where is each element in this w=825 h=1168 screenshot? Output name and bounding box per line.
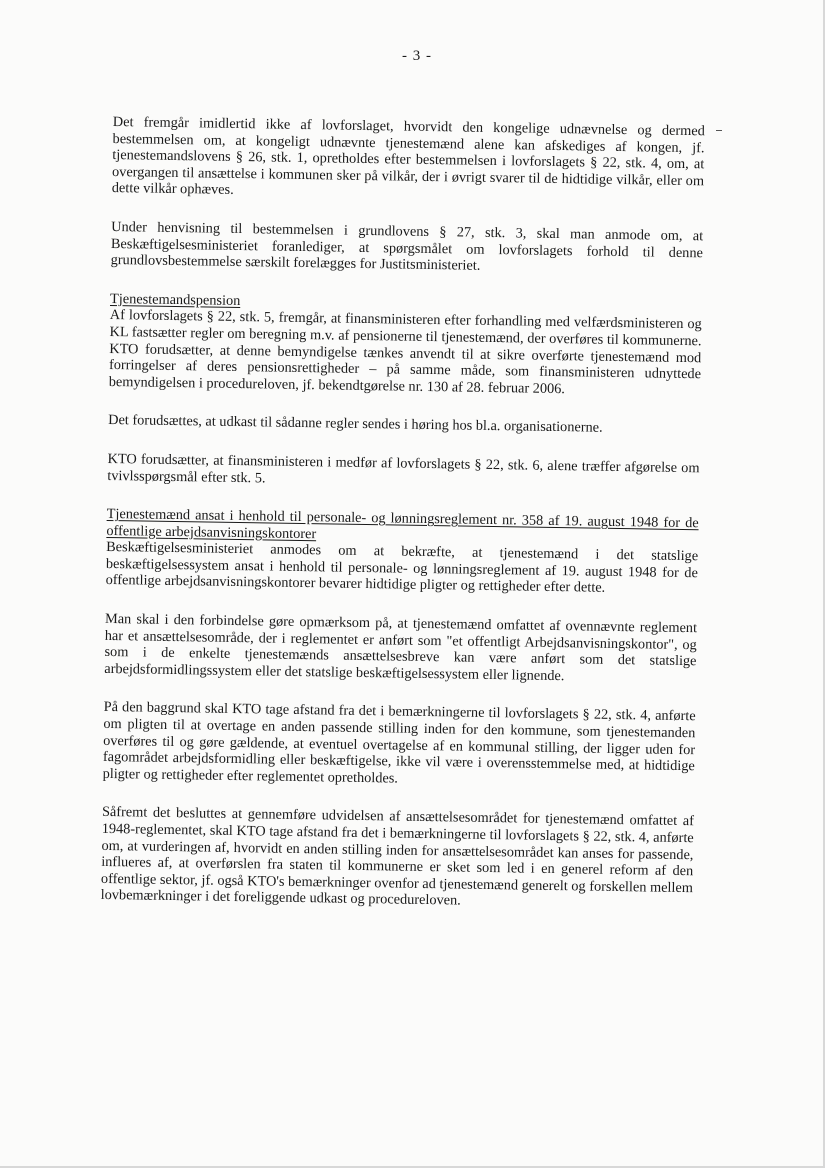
heading-1948-regulation: Tjenestemænd ansat i henhold til personale- og lønningsreglement nr. 358 af 19. august 1948 for de offentlige arbejdsanvisningskontorer	[106, 506, 699, 542]
document-body	[100, 114, 705, 935]
paragraph-confirm-rights: Beskæftigelsesministeriet anmodes om at bekræfte, at tjenestemænd i det statslige beskæftigelsessystem ansat i henhold til personale- og lønningsreglement af 19. august 1948 for de offentlige arbejdsanvisningskontorer bevarer hidtidige pligter og rettigheder efter dette.	[105, 539, 699, 597]
paragraph-royal-appointment: Det fremgår imidlertid ikke af lovforslaget, hvorvidt den kongelige udnævnelse og dermed bestemmelsen om, at kongeligt udnævnte tjenestemænd alene kan afskediges af kongen, jf. tjenestemandslovens § 26, stk. 1, opretholdes efter bestemmelsen i lovforslagets § 22, stk. 4, om, at overgangen til ansættelse i kommunen sker på vilkår, der i øvrigt svarer til de hidtidige vilkår, eller om dette vilkår ophæves.	[111, 114, 705, 199]
paragraph-employment-area: Man skal i den forbindelse gøre opmærksom på, at tjenestemænd omfattet af ovennævnte reglement har et ansættelsesområde, der i reglementet er anført som "et offentligt Arbejdsanvisningskontor", og som i de enkelte tjenestemænds ansættelsesbreve kan være anført som det statslige arbejdsformidlingssystem eller det statslige beskæftigelsessystem eller lignende.	[104, 611, 698, 685]
paragraph-expansion-objection: Såfremt det besluttes at gennemføre udvidelsen af ansættelsesområdet for tjenestemænd omfattet af 1948-reglementet, skal KTO tage afstand fra det i bemærkningerne til lovforslagets § 22, stk. 4, anførte om, at vurderingen af, hvorvidt en anden stilling inden for ansættelsesområdet kan anses for passende, influeres af, at overførslen fra staten til kommunerne er sket som led i en generel reform af den offentlige sektor, jf. også KTO's bemærkninger ovenfor ad tjenestemænd generelt og forskellen mellem lovbemærkninger i det foreliggende udkast og procedureloven.	[100, 804, 695, 909]
paragraph-pension-rules: Af lovforslagets § 22, stk. 5, fremgår, at finansministeren efter forhandling med velfærdsministeren og KL fastsætter regler om beregning m.v. af pensionerne til tjenestemænd, der overføres til kommunerne. KTO forudsætter, at denne bemyndigelse tænkes anvendt til at sikre overførte tjenestemænd mod forringelser af deres pensionsrettigheder – på samme måde, som finansministeren udnyttede bemyndigelsen i procedureloven, jf. bekendtgørelse nr. 130 af 28. februar 2006.	[108, 307, 702, 397]
margin-mark	[716, 130, 722, 131]
paragraph-kto-objection: På den baggrund skal KTO tage afstand fra det i bemærkningerne til lovforslagets § 22, stk. 4, anførte om pligten til at overtage en anden passende stilling inden for den kommune, som tjenestemanden overføres til og gøre gældende, at eventuel overtagelse af en kommunal stilling, der ligger uden for fagområdet arbejdsformidling eller beskæftigelse, ikke vil være i overensstemmelse med, at hidtidige pligter og rettigheder efter reglementet opretholdes.	[102, 699, 696, 787]
heading-pension: Tjenestemandspension	[109, 290, 241, 309]
paragraph-hearing: Det forudsættes, at udkast til sådanne regler sendes i høring hos bl.a. organisationerne.	[108, 412, 603, 437]
paragraph-constitution-reference: Under henvisning til bestemmelsen i grundlovens § 27, stk. 3, skal man anmode om, at Beskæftigelsesministeriet foranlediger, at spørgsmålet om lovforslagets forhold til denne grundlovsbestemmelse særskilt forelægges for Justitsministeriet.	[110, 218, 704, 274]
paragraph-doubt-decisions: KTO forudsætter, at finansministeren i medfør af lovforslagets § 22, stk. 6, alene træffer afgørelse om tvivlsspørgsmål efter stk. 5.	[107, 450, 700, 486]
page-number: - 3 -	[402, 48, 432, 64]
